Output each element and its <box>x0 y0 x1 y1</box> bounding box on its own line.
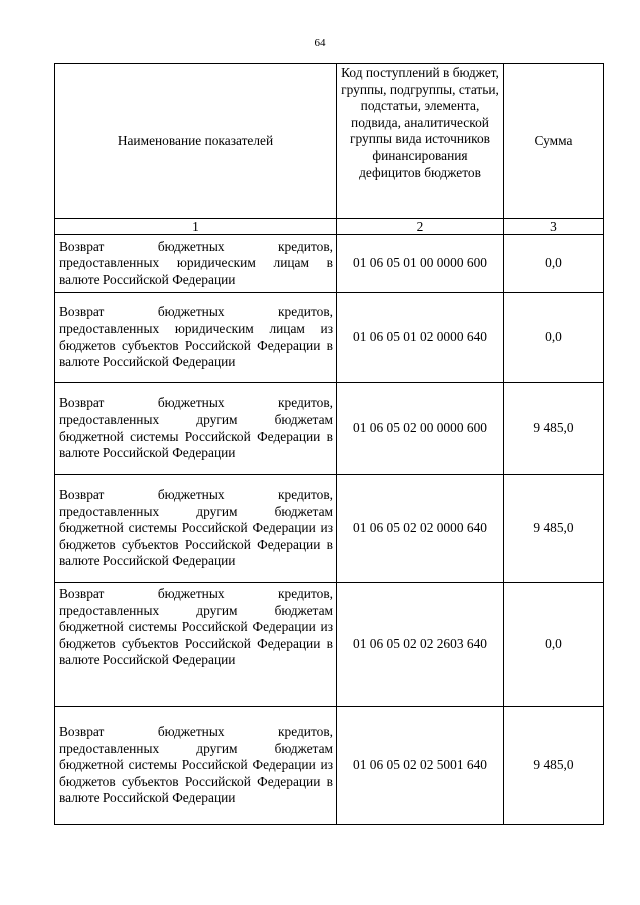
header-indicator-name: Наименование показателей <box>55 64 337 219</box>
indicator-name: Возврат бюджетных кредитов, предоставленных другим бюджетам бюджетной системы Российской Федерации в валюте Российской Федерации <box>55 383 337 475</box>
header-budget-code: Код поступлений в бюджет, группы, подгруппы, статьи, подстатьи, элемента, подвида, аналитической группы вида источников финансирования дефицитов бюджетов <box>337 64 504 219</box>
column-number-2: 2 <box>337 219 504 235</box>
budget-code: 01 06 05 02 02 5001 640 <box>337 707 504 825</box>
table-row <box>55 235 604 293</box>
table-row <box>55 583 604 707</box>
indicator-name: Возврат бюджетных кредитов, предоставленных другим бюджетам бюджетной системы Российской Федерации из бюджетов субъектов Российской Федерации в валюте Российской Федерации <box>55 475 337 583</box>
sum-value: 9 485,0 <box>504 383 604 475</box>
sum-value: 0,0 <box>504 583 604 707</box>
table-row <box>55 475 604 583</box>
budget-code: 01 06 05 01 02 0000 640 <box>337 293 504 383</box>
budget-code: 01 06 05 01 00 0000 600 <box>337 235 504 293</box>
table-row <box>55 707 604 825</box>
sum-value: 9 485,0 <box>504 475 604 583</box>
indicator-name: Возврат бюджетных кредитов, предоставленных другим бюджетам бюджетной системы Российской Федерации из бюджетов субъектов Российской Федерации в валюте Российской Федерации <box>55 583 337 707</box>
sum-value: 9 485,0 <box>504 707 604 825</box>
budget-code: 01 06 05 02 02 2603 640 <box>337 583 504 707</box>
budget-sources-table <box>54 63 604 825</box>
column-number-3: 3 <box>504 219 604 235</box>
column-number-1: 1 <box>55 219 337 235</box>
budget-code: 01 06 05 02 02 0000 640 <box>337 475 504 583</box>
sum-value: 0,0 <box>504 235 604 293</box>
column-number-row <box>55 219 604 235</box>
table-row <box>55 293 604 383</box>
indicator-name: Возврат бюджетных кредитов, предоставленных юридическим лицам из бюджетов субъектов Российской Федерации в валюте Российской Федерации <box>55 293 337 383</box>
budget-code: 01 06 05 02 00 0000 600 <box>337 383 504 475</box>
page-number: 64 <box>314 37 326 49</box>
header-sum: Сумма <box>504 64 604 219</box>
table-header-row <box>55 64 604 219</box>
table-row <box>55 383 604 475</box>
indicator-name: Возврат бюджетных кредитов, предоставленных юридическим лицам в валюте Российской Федерации <box>55 235 337 293</box>
sum-value: 0,0 <box>504 293 604 383</box>
indicator-name: Возврат бюджетных кредитов, предоставленных другим бюджетам бюджетной системы Российской Федерации из бюджетов субъектов Российской Федерации в валюте Российской Федерации <box>55 707 337 825</box>
